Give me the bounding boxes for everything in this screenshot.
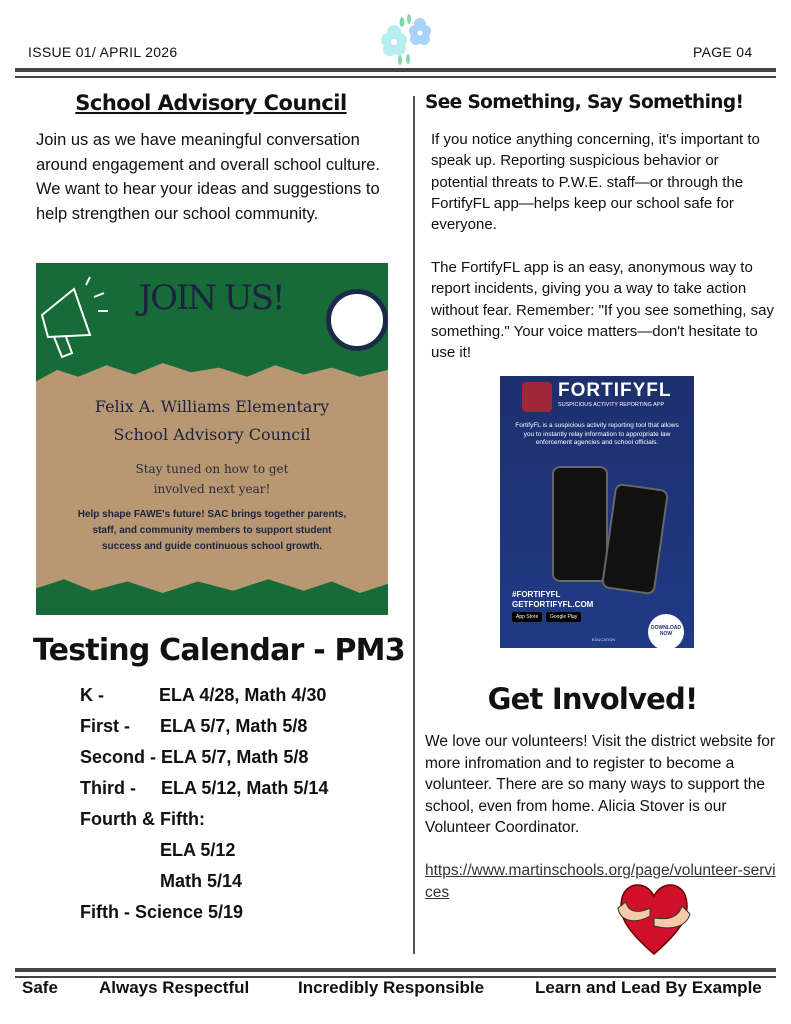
fortifyfl-hashtag: #FORTIFYFL	[512, 590, 561, 599]
fortifyfl-subtitle: SUSPICIOUS ACTIVITY REPORTING APP	[558, 402, 665, 408]
fortifyfl-poster	[500, 376, 694, 648]
google-play-badge: Google Play	[546, 612, 581, 622]
footer-value-lead: Learn and Lead By Example	[535, 978, 762, 997]
phone-image	[601, 483, 669, 595]
footer-value-responsible: Incredibly Responsible	[298, 978, 485, 997]
testing-row: Fifth - Science 5/19	[80, 902, 244, 922]
poster-headline: JOIN US!	[138, 278, 284, 318]
fortifyfl-logo-icon	[522, 382, 552, 412]
flowers-icon	[374, 14, 438, 66]
testing-row: Fourth & Fifth:	[80, 809, 205, 829]
sac-body: Join us as we have meaningful conversation around engagement and overall school culture. We want to hear your ideas and suggestions to help strengthen our school community.	[36, 131, 380, 223]
see-something-p2: The FortifyFL app is an easy, anonymous way to report incidents, giving you a way to take action without fear. Remember: "If you see something, say something." Your voice matters—don't hesitate to use it!	[431, 259, 774, 362]
get-involved-title: Get Involved!	[487, 682, 698, 716]
column-divider	[413, 96, 415, 954]
poster-stay-tuned: Stay tuned on how to get involved next year!	[135, 462, 289, 496]
footer-rule	[15, 968, 776, 972]
testing-row: Second - ELA 5/7, Math 5/8	[80, 747, 309, 767]
footer-value-safe: Safe	[22, 978, 58, 997]
download-now-badge: DOWNLOAD NOW	[648, 614, 684, 648]
issue-label: ISSUE 01/ APRIL 2026	[28, 44, 178, 60]
join-us-poster	[36, 263, 388, 615]
fortifyfl-brand: FORTIFYFL	[558, 380, 672, 401]
fortifyfl-site: GETFORTIFYFL.COM	[512, 600, 594, 609]
app-store-badge: App Store	[512, 612, 542, 622]
see-something-title: See Something, Say Something!	[425, 92, 744, 113]
poster-council: School Advisory Council	[113, 425, 311, 444]
footer-value-respectful: Always Respectful	[99, 978, 250, 997]
sac-title: School Advisory Council	[75, 91, 347, 115]
testing-row: ELA 5/12	[80, 840, 236, 860]
header-rule-thin	[15, 76, 776, 78]
testing-row: Third - ELA 5/12, Math 5/14	[80, 778, 329, 798]
volunteer-link[interactable]: https://www.martinschools.org/page/volunteer-services	[425, 862, 776, 901]
testing-row: First - ELA 5/7, Math 5/8	[80, 716, 308, 736]
phone-image	[552, 466, 608, 582]
get-involved-body: We love our volunteers! Visit the district website for more infromation and to register to become a volunteer. There are so many ways to support the school, even from home. Alicia Stover is our Volunteer Coordinator.	[425, 733, 776, 836]
page-number: PAGE 04	[693, 44, 753, 60]
testing-row: Math 5/14	[80, 871, 243, 891]
testing-title: Testing Calendar - PM3	[33, 633, 405, 668]
megaphone-icon	[38, 275, 108, 365]
see-something-p1: If you notice anything concerning, it's important to speak up. Reporting suspicious behavior or potential threats to P.W.E. staff—or through the FortifyFL app—helps keep our school safe for everyone.	[431, 131, 760, 234]
heart-hug-icon	[614, 878, 694, 956]
testing-row: K - ELA 4/28, Math 4/30	[80, 685, 327, 705]
header-rule	[15, 68, 776, 72]
poster-school: Felix A. Williams Elementary	[94, 397, 330, 416]
poster-blurb: Help shape FAWE's future! SAC brings together parents, staff, and community members to support student success and guide continuous school growth.	[77, 509, 347, 552]
school-logo	[326, 289, 388, 351]
education-logo: EDUCATION	[592, 637, 616, 642]
fortifyfl-desc: FortifyFL is a suspicious activity reporting tool that allows you to instantly relay information to appropriate law enforcement agencies and school officials.	[515, 422, 679, 446]
